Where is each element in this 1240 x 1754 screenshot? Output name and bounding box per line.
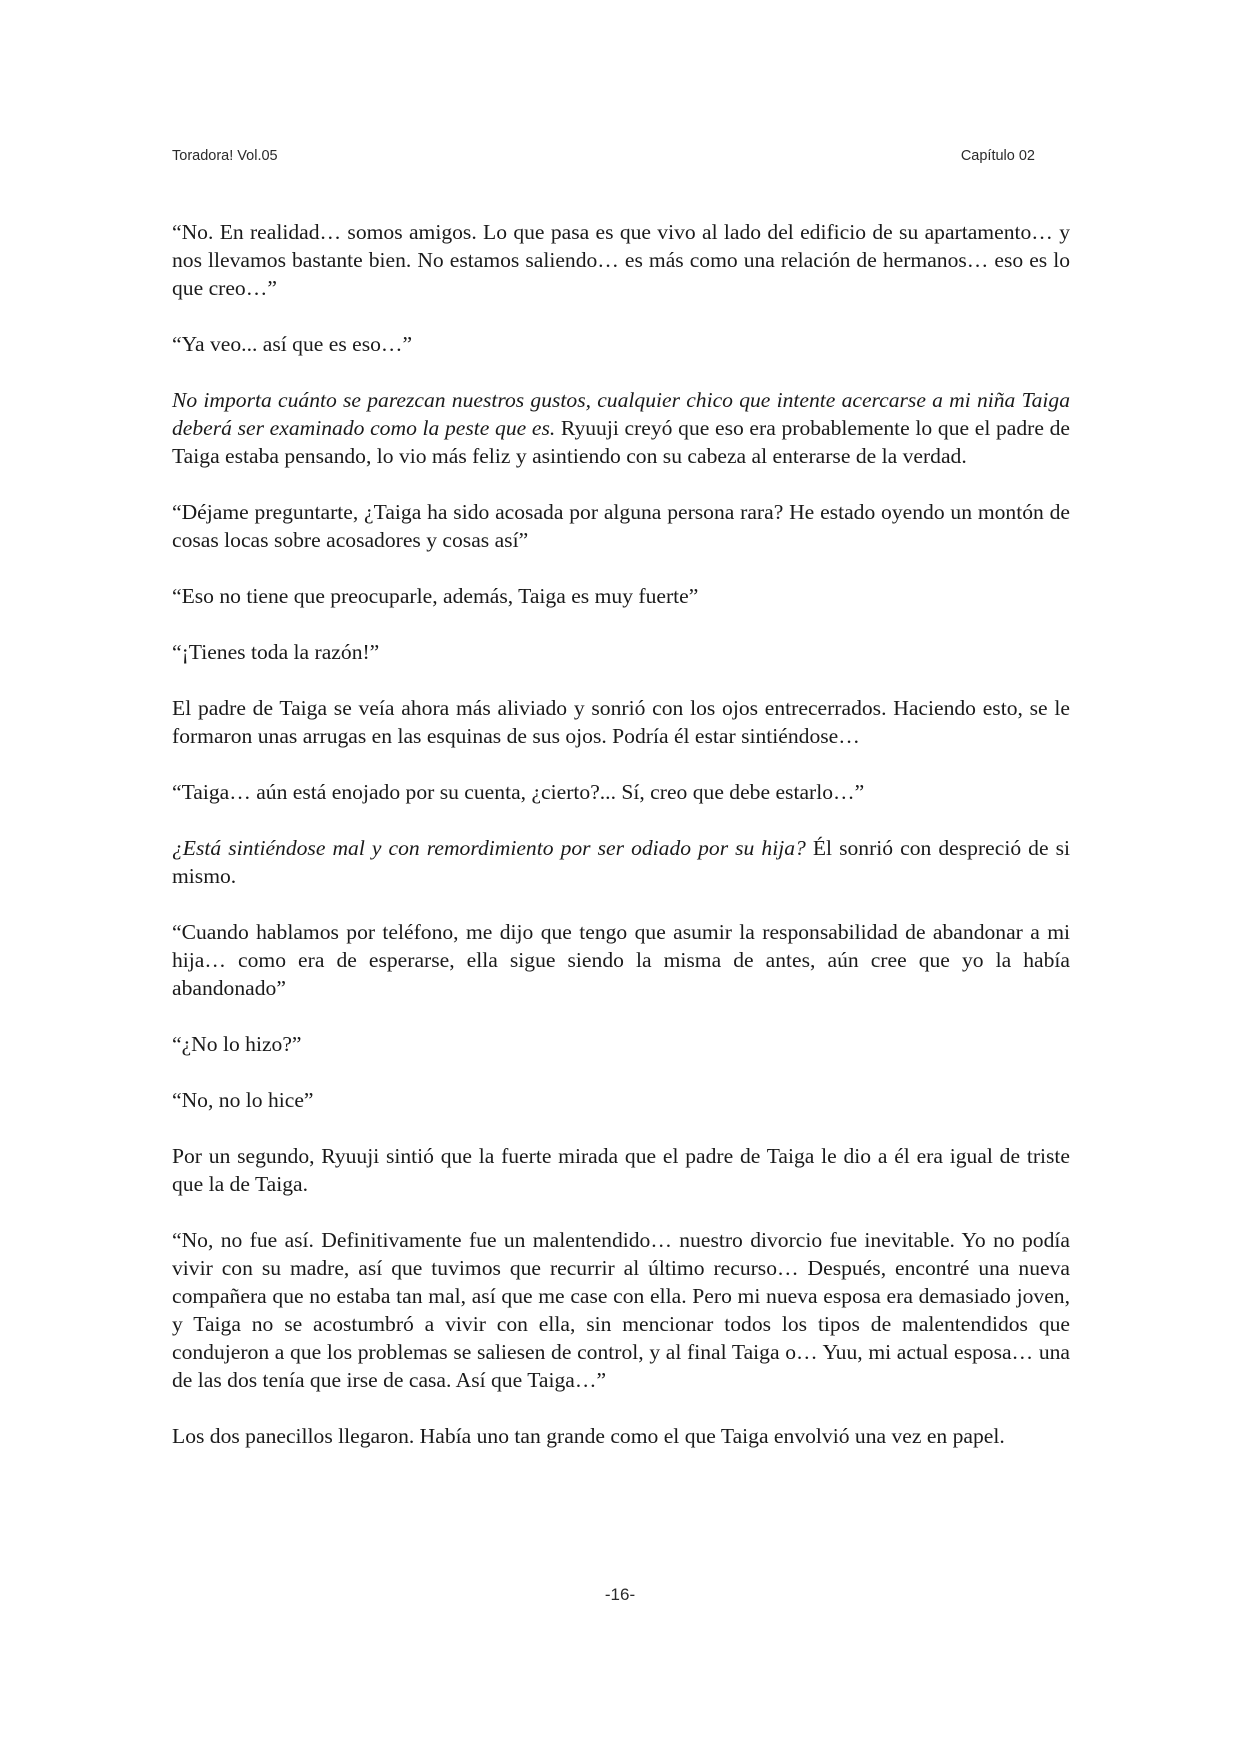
header-book-title: Toradora! Vol.05	[172, 148, 278, 164]
page-header	[172, 148, 1035, 168]
header-chapter: Capítulo 02	[960, 148, 1035, 164]
page-number: -16-	[604, 1585, 636, 1604]
paragraph: “Cuando hablamos por teléfono, me dijo que tengo que asumir la responsabilidad de abandonar a mi hija… como era de esperarse, ella sigue siendo la misma de antes, aún cree que yo la había abandonado”	[172, 920, 1070, 1000]
paragraph: ¿Está sintiéndose mal y con remordimiento por ser odiado por su hija? Él sonrió con despreció de si mismo.	[172, 836, 1071, 888]
paragraph: “Ya veo... así que es eso…”	[172, 332, 413, 356]
italic-thought: ¿Está sintiéndose mal y con remordimiento por ser odiado por su hija?	[172, 836, 806, 860]
paragraph: El padre de Taiga se veía ahora más aliviado y sonrió con los ojos entrecerrados. Haciendo esto, se le formaron unas arrugas en las esquinas de sus ojos. Podría él estar sintiéndose…	[172, 696, 1070, 748]
paragraph: No importa cuánto se parezcan nuestros gustos, cualquier chico que intente acercarse a mi niña Taiga deberá ser examinado como la peste que es. Ryuuji creyó que eso era probablemente lo que el padre de Taiga estaba pensando, lo vio más feliz y asintiendo con su cabeza al enterarse de la verdad.	[172, 388, 1070, 468]
paragraph: “Taiga… aún está enojado por su cuenta, ¿cierto?... Sí, creo que debe estarlo…”	[172, 780, 865, 804]
italic-thought: No importa cuánto se parezcan nuestros gustos, cualquier chico que intente acercarse a mi niña Taiga deberá ser examinado como la peste que es.	[172, 388, 1070, 440]
paragraph: “Déjame preguntarte, ¿Taiga ha sido acosada por alguna persona rara? He estado oyendo un montón de cosas locas sobre acosadores y cosas así”	[172, 500, 1070, 552]
paragraph: Por un segundo, Ryuuji sintió que la fuerte mirada que el padre de Taiga le dio a él era igual de triste que la de Taiga.	[172, 1144, 1070, 1196]
paragraph: “Eso no tiene que preocuparle, además, Taiga es muy fuerte”	[172, 584, 699, 608]
paragraph: “No, no fue así. Definitivamente fue un malentendido… nuestro divorcio fue inevitable. Yo no podía vivir con su madre, así que tuvimos que recurrir al último recurso… Después, encontré una nueva compañera que no estaba tan mal, así que me case con ella. Pero mi nueva esposa era demasiado joven, y Taiga no se acostumbró a vivir con ella, sin mencionar todos los tipos de malentendidos que condujeron a que los problemas se saliesen de control, y al final Taiga o… Yuu, mi actual esposa… una de las dos tenía que irse de casa. Así que Taiga…”	[172, 1228, 1070, 1392]
body-text	[172, 218, 1070, 1450]
paragraph: “No. En realidad… somos amigos. Lo que pasa es que vivo al lado del edificio de su apartamento… y nos llevamos bastante bien. No estamos saliendo… es más como una relación de hermanos… eso es lo que creo…”	[172, 220, 1070, 300]
paragraph: “¿No lo hizo?”	[172, 1032, 302, 1056]
paragraph: “¡Tienes toda la razón!”	[172, 640, 380, 664]
paragraph: “No, no lo hice”	[172, 1088, 314, 1112]
paragraph: Los dos panecillos llegaron. Había uno tan grande como el que Taiga envolvió una vez en papel.	[172, 1424, 1005, 1448]
